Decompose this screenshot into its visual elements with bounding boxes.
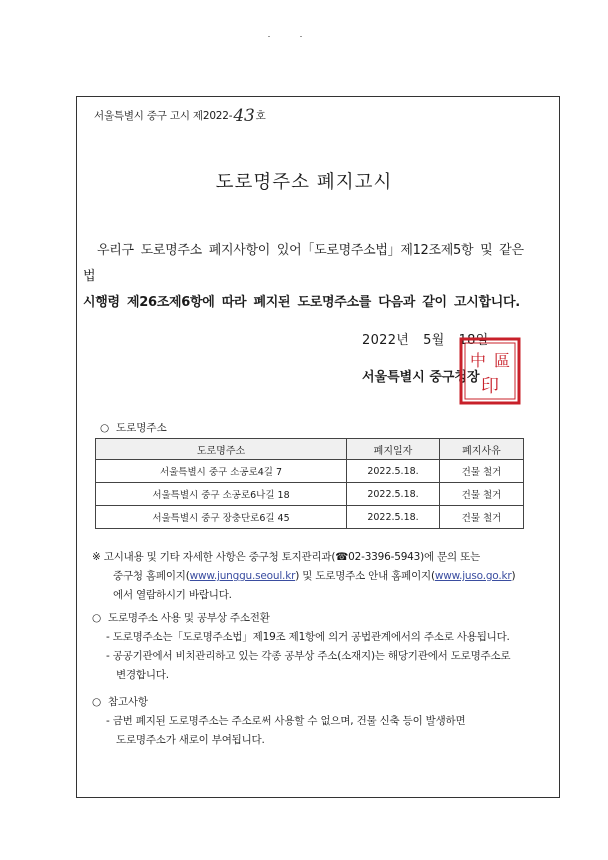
cell-address: 서울특별시 중구 소공로4길 7 xyxy=(96,460,347,483)
section-reference xyxy=(92,693,542,750)
junggu-homepage-link[interactable]: www.junggu.seoul.kr xyxy=(189,570,296,582)
note-line-3: 에서 열람하시기 바랍니다. xyxy=(113,589,232,601)
notice-number-prefix: 서울특별시 중구 고시 제2022- xyxy=(94,110,233,122)
list-item: - 도로명주소는「도로명주소법」제19조 제1항에 의거 공법관계에서의 주소로 사용됩니다. xyxy=(106,631,510,643)
cell-address: 서울특별시 중구 장충단로6길 45 xyxy=(96,506,347,529)
body-line-2: 시행령 제26조제6항에 따라 폐지된 도로명주소를 다음과 같이 고시합니다. xyxy=(83,295,520,310)
notice-number xyxy=(94,104,266,124)
inquiry-note xyxy=(92,548,542,605)
note-text: ) 및 도로명주소 안내 홈페이지( xyxy=(295,570,435,582)
note-line-1: 고시내용 및 기타 자세한 사항은 중구청 토지관리과(☎02-3396-5943)에 문의 또는 xyxy=(103,551,481,563)
seal-glyph: 中 xyxy=(469,351,487,370)
date-month: 5월 xyxy=(423,333,445,348)
juso-homepage-link[interactable]: www.juso.go.kr xyxy=(434,570,512,582)
cell-reason: 건물 철거 xyxy=(440,460,524,483)
address-table xyxy=(95,438,524,529)
section-title: 참고사항 xyxy=(108,696,148,708)
column-header-reason: 폐지사유 xyxy=(440,439,524,460)
date-day: 18일 xyxy=(458,333,489,348)
date-year: 2022년 xyxy=(362,333,410,348)
cell-reason: 건물 철거 xyxy=(440,483,524,506)
body-paragraph xyxy=(83,238,539,316)
seal-glyph: 區 xyxy=(493,351,511,370)
official-seal-icon xyxy=(458,336,522,406)
note-text: ) xyxy=(511,570,516,582)
section-conversion xyxy=(92,609,542,685)
column-header-date: 폐지일자 xyxy=(347,439,440,460)
note-mark: ※ xyxy=(92,551,101,563)
notice-number-suffix: 호 xyxy=(255,110,266,122)
cell-date: 2022.5.18. xyxy=(347,460,440,483)
bullet-icon: ○ xyxy=(100,422,110,434)
list-item: - 금번 폐지된 도로명주소는 주소로써 사용할 수 없으며, 건물 신축 등이 발생하면 xyxy=(106,715,466,727)
section-title: 도로명주소 xyxy=(116,422,167,434)
list-item-continuation: 도로명주소가 새로이 부여됩니다. xyxy=(116,734,265,746)
list-item: - 공공기관에서 비치관리하고 있는 각종 공부상 주소(소재지)는 해당기관에서 도로명주소로 xyxy=(106,650,511,662)
body-line-1: 우리구 도로명주소 폐지사항이 있어「도로명주소법」제12조제5항 및 같은 법 xyxy=(83,243,524,284)
cell-reason: 건물 철거 xyxy=(440,506,524,529)
scan-speck xyxy=(300,36,302,37)
list-item-continuation: 변경합니다. xyxy=(116,669,169,681)
handwritten-number: 43 xyxy=(233,106,255,126)
document-title: 도로명주소 폐지고시 xyxy=(215,172,393,193)
table-row xyxy=(96,483,524,506)
column-header-address: 도로명주소 xyxy=(96,439,347,460)
section-title: 도로명주소 사용 및 공부상 주소전환 xyxy=(108,612,270,624)
cell-address: 서울특별시 중구 소공로6나길 18 xyxy=(96,483,347,506)
section-address xyxy=(100,420,167,435)
cell-date: 2022.5.18. xyxy=(347,506,440,529)
bullet-icon: ○ xyxy=(92,612,101,624)
seal-glyph: 印 xyxy=(481,376,499,397)
note-text: 중구청 홈페이지( xyxy=(113,570,190,582)
issuer-name: 서울특별시 중구청장 xyxy=(362,370,480,385)
scan-speck xyxy=(268,36,270,37)
table-row xyxy=(96,506,524,529)
table-row xyxy=(96,460,524,483)
cell-date: 2022.5.18. xyxy=(347,483,440,506)
table-header-row xyxy=(96,439,524,460)
bullet-icon: ○ xyxy=(92,696,101,708)
